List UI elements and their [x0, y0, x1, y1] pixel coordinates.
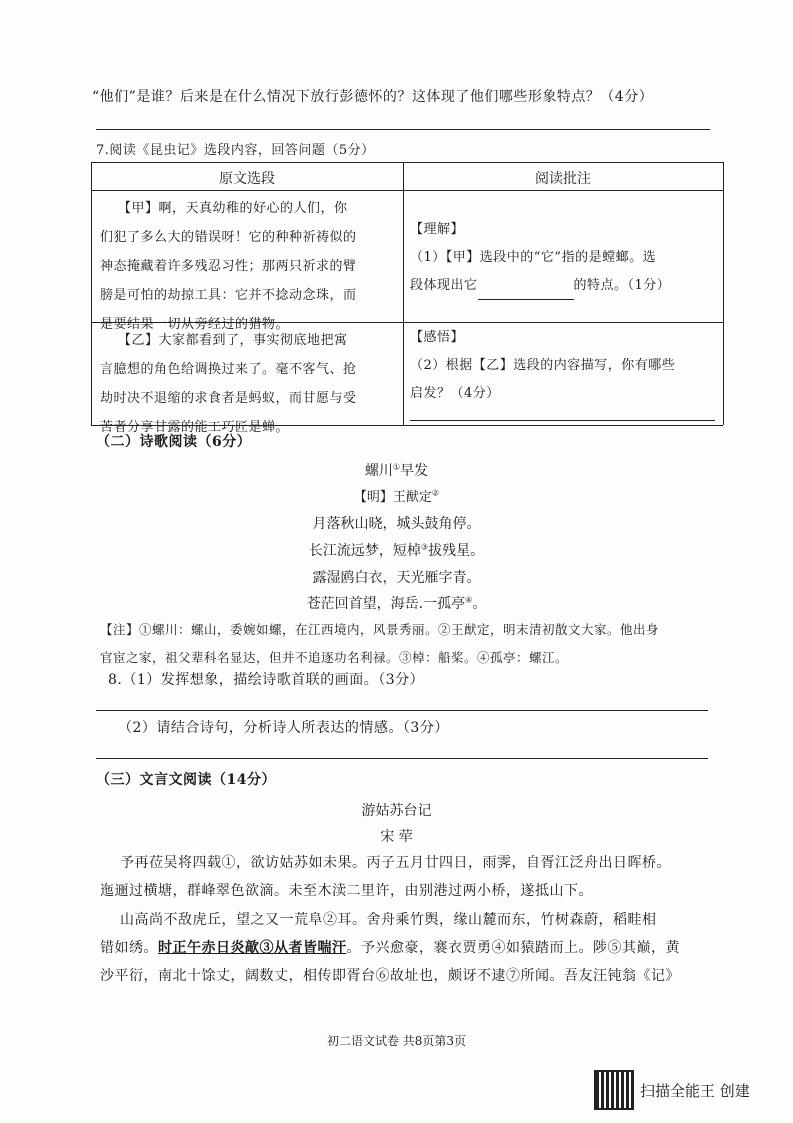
annotation-feel: 【感悟】 （2）根据【乙】选段的内容描写，你有哪些 启发？（4分）	[410, 330, 676, 401]
annotation-understand: 【理解】 （1）【甲】选段中的“它”指的是螳螂。选 段体现出它 的特点。（1分）	[410, 216, 720, 300]
poem-author: 【明】王猷定②	[353, 488, 440, 505]
section-prose: （三）文言文阅读（14分）	[96, 772, 276, 788]
answer-line	[410, 420, 715, 421]
poem-notes: 【注】①螺川：螺山，委婉如螺，在江西境内，风景秀丽。②王猷定，明末清初散文大家。他出身 官宦之家，祖父辈科名显达，但并不追逐功名利禄。③棹：船桨。④孤亭：螺江。	[100, 622, 660, 665]
watermark-text: 扫描全能王 创建	[640, 1082, 750, 1100]
excerpt-jia: 【甲】啊，天真幼稚的好心的人们，你 们犯了多么大的错误呀！它的种种祈祷似的 神态掩藏着许多残忍习性；那两只祈求的臂 膀是可怕的劫掠工具：它并不捻动念珠，而 是要结果一切从旁经过的猎物。	[100, 201, 357, 332]
q6-question: “他们”是谁？后来是在什么情况下放行彭德怀的？这体现了他们哪些形象特点？（4分）	[92, 89, 654, 105]
poem-line-2: 长江流远梦，短棹③拔残星。	[308, 542, 485, 559]
poem-title: 螺川①早发	[364, 462, 429, 479]
q8-part2: （2）请结合诗句，分析诗人所表达的情感。（3分）	[118, 720, 449, 736]
prose-author: 宋 荦	[380, 829, 413, 845]
prose-title: 游姑苏台记	[361, 803, 432, 819]
prose-paragraph-2: 山高尚不敌虎丘，望之又一荒阜②耳。舍舟乘竹舆，缘山麓而东，竹树森蔚，稻畦相 错如绣。时正午赤日炎歊③从者皆喘汗。予兴愈豪，褰衣贾勇④如猿踏而上。陟⑤其巅，黄 沙平衍，南北十馀丈，阔数丈，相传即胥台⑥故址也，颇讶不逮⑦所闻。吾友汪钝翁《记》	[100, 912, 680, 984]
answer-line	[96, 129, 710, 130]
excerpt-yi: 【乙】大家都看到了，事实彻底地把寓 言臆想的角色给调换过来了。毫不客气、抢 劫时决不退缩的求食者是蚂蚁，而甘愿与受 苦者分享甘露的能工巧匠是蝉。	[100, 333, 357, 435]
poem-line-1: 月落秋山晓，城头鼓角停。	[312, 516, 481, 532]
section-poem: （二）诗歌阅读（6分）	[96, 434, 252, 450]
prose-paragraph-1: 予再莅吴将四载①，欲访姑苏如未果。丙子五月廿四日，雨霁，自胥江泛舟出日晖桥。 迤逦过横塘，群峰翠色欲滴。未至木渎二里许，由别港过两小桥，遂抵山下。	[100, 855, 671, 899]
col-header-annotation: 阅读批注	[535, 171, 591, 187]
col-header-original: 原文选段	[219, 171, 275, 187]
answer-line	[96, 758, 708, 759]
page-footer: 初二语文试卷 共8页第3页	[326, 1034, 467, 1048]
poem-line-3: 露湿鸥白衣，天光雁字青。	[312, 570, 481, 586]
poem-line-4: 苍茫回首望，海岳.一孤亭④。	[306, 595, 487, 612]
fill-blank[interactable]	[478, 285, 574, 300]
underlined-sentence: 时正午赤日炎歊③从者皆喘汗	[158, 940, 347, 956]
answer-line	[96, 710, 708, 711]
q8-part1: 8.（1）发挥想象，描绘诗歌首联的画面。（3分）	[108, 672, 425, 688]
qr-code-icon	[596, 1072, 632, 1108]
q7-title: 7.阅读《昆虫记》选段内容，回答问题（5分）	[96, 143, 375, 158]
